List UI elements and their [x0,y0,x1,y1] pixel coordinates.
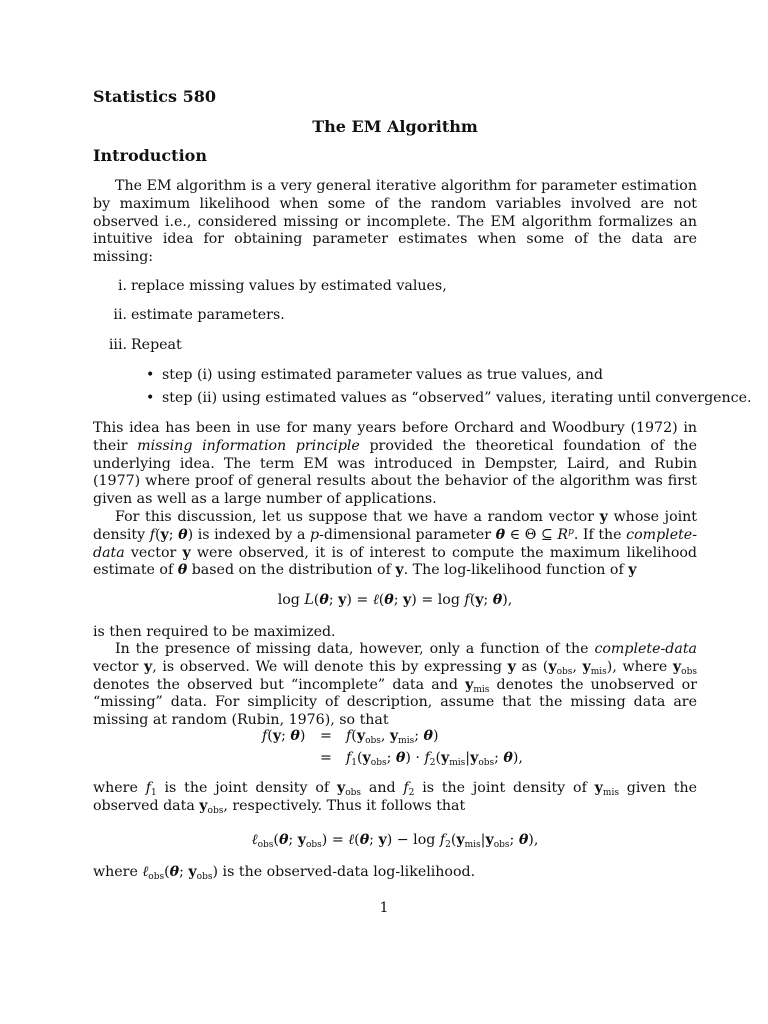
bullet-icon: • [146,367,155,383]
page-number: 1 [379,900,389,916]
equation-factorization-rhs1: $f(y_{obs}$, $y_{mis}$; θ) [346,728,439,746]
equation-factorization-row1: f(y; θ) [262,728,306,744]
equation-factorization-rhs2: $f_1(y_{obs}$; $\theta) \cdot f_2(y_{mis}|y_{obs}$; θ), [346,750,523,768]
bullet-item: • step (ii) using estimated values as “observed” values, iterating until convergence. [146,390,752,406]
densities-paragraph: where $f_1$ is the joint density of $y_{obs}$ and $f_2$ is the joint density of $y_{mis}$ given the observed data $y_{obs}$, respectively. Thus it follows that [93,780,697,816]
intro-paragraph: The EM algorithm is a very general iterative algorithm for parameter estimation by maximum likelihood when some of the random variables involved are not observed i.e., considered missing or incomplete. The EM algorithm formalizes an intuitive idea for obtaining parameter estimates when some of the data are missing: [93,178,697,266]
observed-loglik-line: where ℓ$_{obs}$(θ; $y_{obs}$) is the observed-data log-likelihood. [93,864,476,882]
document-title: The EM Algorithm [312,117,478,136]
bullet-item: • step (i) using estimated parameter values as true values, and [146,367,603,383]
setup-paragraph: For this discussion, let us suppose that we have a random vector y whose joint density f(y; θ) is indexed by a p-dimensional parameter θ ∈ Θ ⊆ $R^p$. If the complete-data vector y were observed, it is of interest to compute the maximum likelihood estimate of θ based on the distribution of y. The log-likelihood function of y [93,509,698,579]
list-item: i. replace missing values by estimated values, [117,278,447,294]
equation-loglik: log L(θ; y) = ℓ(θ; y) = log f(y; θ), [277,592,513,608]
history-paragraph: This idea has been in use for many years before Orchard and Woodbury (1972) in their missing information principle provided the theoretical foundation of the underlying idea. The term EM was introduced in Dempster, Laird, and Rubin (1977) where proof of general results about the behavior of the algorithm was first given as well as a large number of applications. [93,420,697,508]
equation-observed-loglik: ℓ$_{obs}$(θ; $y_{obs}$) = ℓ(θ; $y) - \log f_2(y_{mis}|y_{obs}$; θ), [251,832,539,850]
list-item: ii. estimate parameters. [113,307,285,323]
list-item: iii. Repeat [108,337,182,353]
missing-data-paragraph: In the presence of missing data, however, only a function of the complete-data vector y, is observed. We will denote this by expressing y as ($y_{obs}$, $y_{mis}$), where $y_{obs}$ denotes the observed but “incomplete” data and $y_{mis}$ denotes the unobserved or “missing” data. For simplicity of description, assume that the missing data are missing at random (Rubin, 1976), so that [93,641,698,729]
section-heading: Introduction [93,146,207,165]
equals-sign: = [320,728,332,744]
course-heading: Statistics 580 [93,87,216,106]
equals-sign: = [320,750,332,766]
maximize-line: is then required to be maximized. [93,624,336,640]
bullet-icon: • [146,390,155,406]
